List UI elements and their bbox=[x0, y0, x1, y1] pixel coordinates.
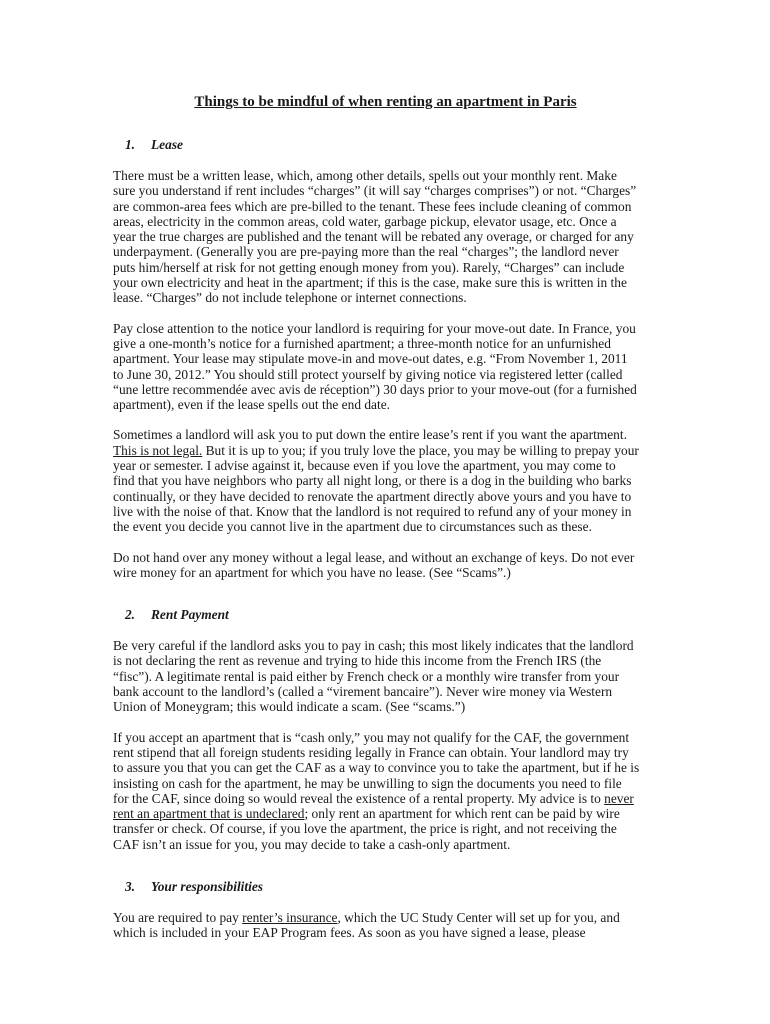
text-line: wire money for an apartment for which you have no lease. (See “Scams”.) bbox=[113, 564, 511, 580]
text-line: is not declaring the rent as revenue and trying to hide this income from the French IRS (the bbox=[113, 653, 602, 669]
text-line: find that you have neighbors who party all night long, or there is a dog in the building who barks bbox=[113, 473, 632, 489]
text-line: This is not legal. But it is up to you; if you truly love the place, you may be willing to prepay your bbox=[113, 442, 639, 458]
text-line: “fisc”). A legitimate rental is paid either by French check or a monthly wire transfer from your bbox=[113, 668, 620, 684]
text-line: Pay close attention to the notice your landlord is requiring for your move-out date. In France, you bbox=[113, 320, 636, 336]
paragraph bbox=[113, 321, 658, 413]
text-line: give a one-month’s notice for a furnished apartment; a three-month notice for an unfurnished bbox=[113, 335, 611, 351]
text-line: You are required to pay renter’s insurance, which the UC Study Center will set up for you, and bbox=[113, 909, 620, 925]
text-line: If you accept an apartment that is “cash only,” you may not qualify for the CAF, the government bbox=[113, 729, 630, 745]
text-line: CAF isn’t an issue for you, you may decide to take a cash-only apartment. bbox=[113, 836, 511, 852]
text-line: “une lettre recommendée avec avis de réception”) 30 days prior to your move-out (for a furnished bbox=[113, 381, 637, 397]
text-line: lease. “Charges” do not include telephone or internet connections. bbox=[113, 290, 467, 306]
section-number: 1. bbox=[124, 137, 135, 152]
section-title: Lease bbox=[151, 137, 183, 152]
text-line: apartment), even if the lease spells out the end date. bbox=[113, 397, 391, 413]
text-line: to June 30, 2012.” You should still protect yourself by giving notice via registered letter (called bbox=[113, 366, 623, 382]
text-line: Sometimes a landlord will ask you to put down the entire lease’s rent if you want the apartment. bbox=[113, 427, 627, 443]
paragraph bbox=[113, 427, 658, 534]
section-title: Your responsibilities bbox=[151, 878, 263, 894]
text-line: There must be a written lease, which, among other details, spells out your monthly rent. Make bbox=[113, 168, 617, 183]
section-number: 3. bbox=[124, 878, 135, 894]
paragraph bbox=[113, 638, 658, 714]
paragraph bbox=[113, 168, 658, 306]
text-line: areas, electricity in the common areas, cold water, garbage pickup, elevator usage, etc. Once a bbox=[113, 213, 617, 229]
text-line: continually, or they have decided to renovate the apartment directly above yours and you have to bbox=[113, 488, 632, 504]
text-line: are common-area fees which are pre-billed to the tenant. These fees include cleaning of common bbox=[113, 198, 632, 214]
text-line: insisting on cash for the apartment, he may be unwilling to sign the documents you need to file bbox=[113, 775, 622, 791]
text-line: underpayment. (Generally you are pre-paying more than the real “charges”; the landlord never bbox=[113, 244, 619, 260]
text-line: year the true charges are published and the tenant will be rebated any overage, or charged for any bbox=[113, 229, 634, 245]
section-number: 2. bbox=[124, 607, 135, 623]
text-line: which is included in your EAP Program fees. As soon as you have signed a lease, please bbox=[113, 925, 586, 941]
section-heading-rent-payment bbox=[113, 607, 658, 623]
text-line: Union of Moneygram; this would indicate a scam. (See “scams.”) bbox=[113, 699, 466, 715]
text-line: for the CAF, since doing so would reveal the existence of a rental property. My advice is to never bbox=[113, 790, 634, 806]
text-line: Be very careful if the landlord asks you to pay in cash; this most likely indicates that the landlord bbox=[113, 638, 634, 654]
underlined-text: rent an apartment that is undeclared bbox=[113, 806, 305, 822]
section-title: Rent Payment bbox=[151, 607, 229, 623]
text-line: year or semester. I advise against it, because even if you love the apartment, you may come to bbox=[113, 458, 616, 474]
text-line: rent an apartment that is undeclared; only rent an apartment for which rent can be paid by wire bbox=[113, 806, 620, 822]
section-heading-lease bbox=[113, 137, 658, 153]
text-line: sure you understand if rent includes “charges” (it will say “charges comprises”) or not. “Charges” bbox=[113, 183, 637, 199]
document-page bbox=[113, 94, 658, 956]
text-line: apartment. Your lease may stipulate move-in and move-out dates, e.g. “From November 1, 2011 bbox=[113, 351, 628, 367]
text-line: Do not hand over any money without a legal lease, and without an exchange of keys. Do not ever bbox=[113, 549, 635, 565]
text-line: the event you decide you cannot live in the apartment due to circumstances such as these. bbox=[113, 519, 592, 535]
text-line: live with the noise of that. Know that the landlord is not required to refund any of your money in bbox=[113, 503, 632, 519]
underlined-text: renter’s insurance bbox=[242, 909, 338, 925]
text-line: rent stipend that all foreign students residing legally in France can obtain. Your landlord may try bbox=[113, 744, 629, 760]
paragraph bbox=[113, 550, 658, 581]
section-heading-your-responsibilities bbox=[113, 879, 658, 895]
text-line: bank account to the landlord’s (called a “virement bancaire”). Never wire money via Western bbox=[113, 684, 613, 700]
text-line: to assure you that you can get the CAF as a way to convince you to take the apartment, but if he is bbox=[113, 760, 640, 776]
text-line: puts him/herself at risk for not getting enough money from you). Rarely, “Charges” can include bbox=[113, 259, 625, 275]
text-line: transfer or check. Of course, if you love the apartment, the price is right, and not receiving the bbox=[113, 821, 617, 837]
paragraph bbox=[113, 730, 658, 852]
text-line: your own electricity and heat in the apartment; if this is the case, make sure this is written in the bbox=[113, 275, 627, 291]
document-title: Things to be mindful of when renting an apartment in Paris bbox=[194, 94, 577, 110]
underlined-text: This is not legal. bbox=[113, 442, 203, 458]
underlined-text: never bbox=[604, 790, 634, 806]
paragraph bbox=[113, 910, 658, 941]
